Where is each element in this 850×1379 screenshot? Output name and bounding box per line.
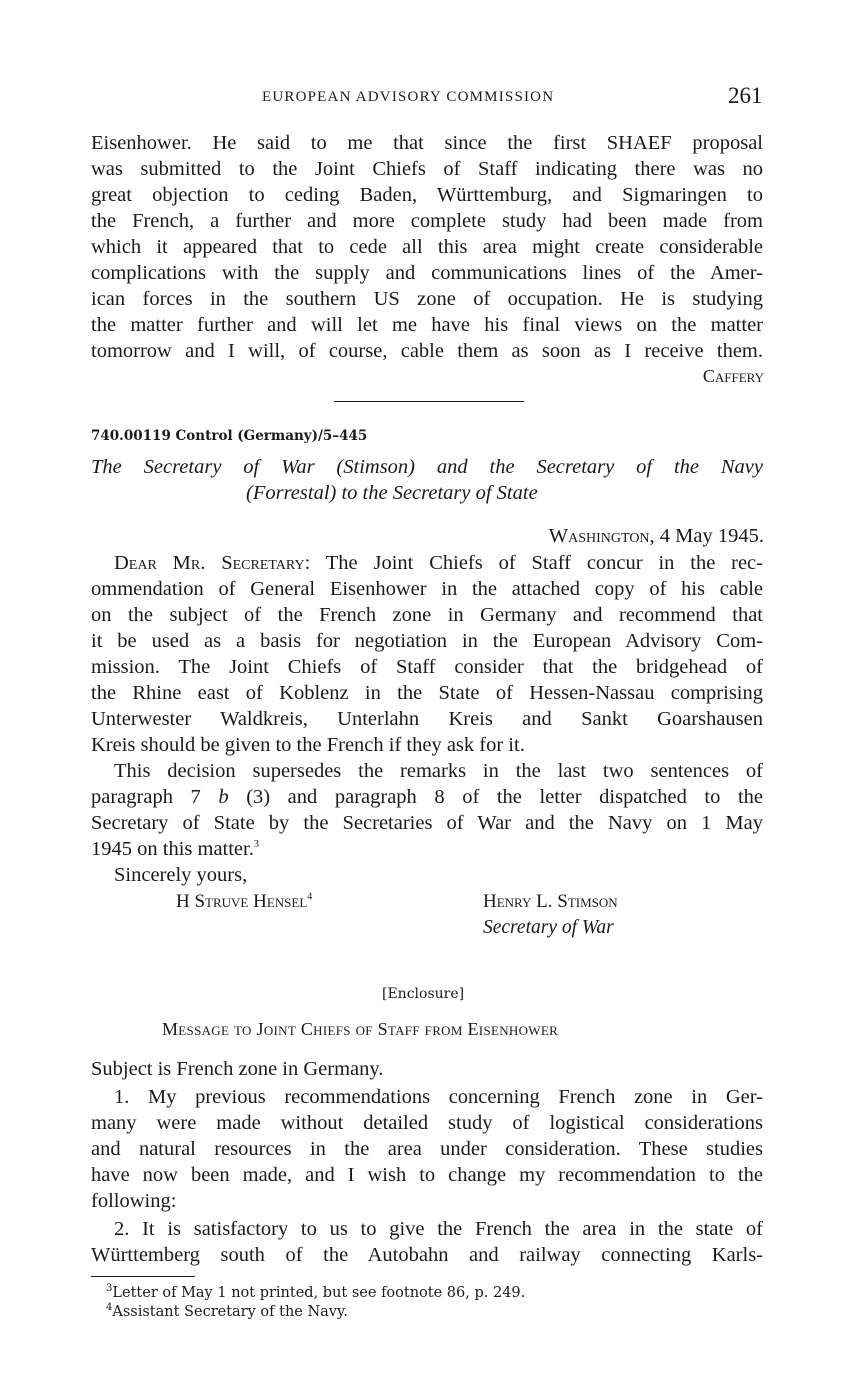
text-line: following: — [91, 1190, 177, 1212]
dateline-date: , 4 May 1945. — [649, 525, 764, 547]
text-run: (3) and paragraph 8 of the letter dispatched to the — [228, 786, 763, 808]
footnote-ref-3: 3 — [253, 839, 259, 851]
text-line: mission. The Joint Chiefs of Staff consider that the bridgehead of — [91, 656, 763, 678]
text-line: 1. My previous recommendations concerning French zone in Ger- — [114, 1086, 763, 1108]
text-line: great objection to ceding Baden, Württemburg, and Sigmaringen to — [91, 184, 763, 206]
document-heading-line2: (Forrestal) to the Secretary of State — [246, 482, 538, 504]
text-line: which it appeared that to cede all this area might create considerable — [91, 236, 763, 258]
text-line: ommendation of General Eisenhower in the attached copy of his cable — [91, 578, 763, 600]
text-line — [114, 551, 763, 577]
salutation: Dear Mr. Secretary — [114, 552, 305, 574]
text-run-italic: b — [218, 786, 229, 808]
signature-caffery: Caffery — [702, 366, 764, 386]
signer-right-title: Secretary of War — [483, 917, 614, 938]
paragraph-start: The Joint Chiefs of Staff concur in the rec- — [325, 552, 763, 574]
text-line: Unterwester Waldkreis, Unterlahn Kreis and Sankt Goarshausen — [91, 708, 763, 730]
text-line: the matter further and will let me have his final views on the matter — [91, 314, 763, 336]
footnote-text: Letter of May 1 not printed, but see footnote 86, p. 249. — [112, 1285, 526, 1301]
salutation-colon: : — [304, 552, 311, 574]
text-line: the Rhine east of Koblenz in the State of Hessen-Nassau comprising — [91, 682, 763, 704]
footnote-marker: 3 — [106, 1283, 113, 1295]
footnote-divider — [91, 1276, 195, 1277]
footnote-4 — [106, 1304, 348, 1320]
text-line: Kreis should be given to the French if they ask for it. — [91, 734, 525, 756]
file-reference: 740.00119 Control (Germany)/5–445 — [91, 428, 368, 444]
text-line: 2. It is satisfactory to us to give the French the area in the state of — [114, 1218, 763, 1240]
enclosure-label: [Enclosure] — [382, 986, 465, 1002]
enclosure-subject: Subject is French zone in Germany. — [91, 1058, 384, 1080]
text-line: and natural resources in the area under consideration. These studies — [91, 1138, 763, 1160]
text-line: ican forces in the southern US zone of occupation. He is studying — [91, 288, 763, 310]
text-line: Eisenhower. He said to me that since the first SHAEF proposal — [91, 132, 763, 154]
text-run: 1945 on this matter. — [91, 838, 254, 860]
footnote-marker: 4 — [106, 1302, 113, 1314]
dateline-place: Washington — [548, 525, 650, 547]
section-divider — [334, 401, 524, 402]
text-line: This decision supersedes the remarks in the last two sentences of — [114, 760, 763, 782]
text-line: the French, a further and more complete study had been made from — [91, 210, 763, 232]
document-heading-line1: The Secretary of War (Stimson) and the Secretary of the Navy — [91, 456, 763, 478]
footnote-text: Assistant Secretary of the Navy. — [112, 1304, 348, 1320]
closing: Sincerely yours, — [114, 864, 248, 886]
text-line: have now been made, and I wish to change my recommendation to the — [91, 1164, 763, 1186]
text-line: Württemberg south of the Autobahn and railway connecting Karls- — [91, 1244, 763, 1266]
footnote-3 — [106, 1285, 525, 1301]
text-line: many were made without detailed study of logistical considerations — [91, 1112, 763, 1134]
text-line: on the subject of the French zone in Germany and recommend that — [91, 604, 763, 626]
signer-left-name: H Struve Hensel — [176, 891, 308, 912]
text-line: it be used as a basis for negotiation in the European Advisory Com- — [91, 630, 763, 652]
running-header: EUROPEAN ADVISORY COMMISSION — [262, 89, 555, 105]
page-number: 261 — [728, 83, 763, 108]
text-line: complications with the supply and communications lines of the Amer- — [91, 262, 763, 284]
dateline — [549, 524, 764, 550]
text-run: paragraph 7 — [91, 786, 219, 808]
signer-left — [176, 889, 312, 915]
signer-right-name: Henry L. Stimson — [483, 891, 618, 912]
footnote-ref-4: 4 — [307, 891, 313, 903]
text-line: tomorrow and I will, of course, cable them as soon as I receive them. — [91, 340, 763, 362]
text-line — [91, 837, 763, 863]
text-line — [91, 785, 763, 811]
text-line: Secretary of State by the Secretaries of War and the Navy on 1 May — [91, 812, 763, 834]
enclosure-title: Message to Joint Chiefs of Staff from Eisenhower — [162, 1019, 559, 1039]
text-line: was submitted to the Joint Chiefs of Staff indicating there was no — [91, 158, 763, 180]
